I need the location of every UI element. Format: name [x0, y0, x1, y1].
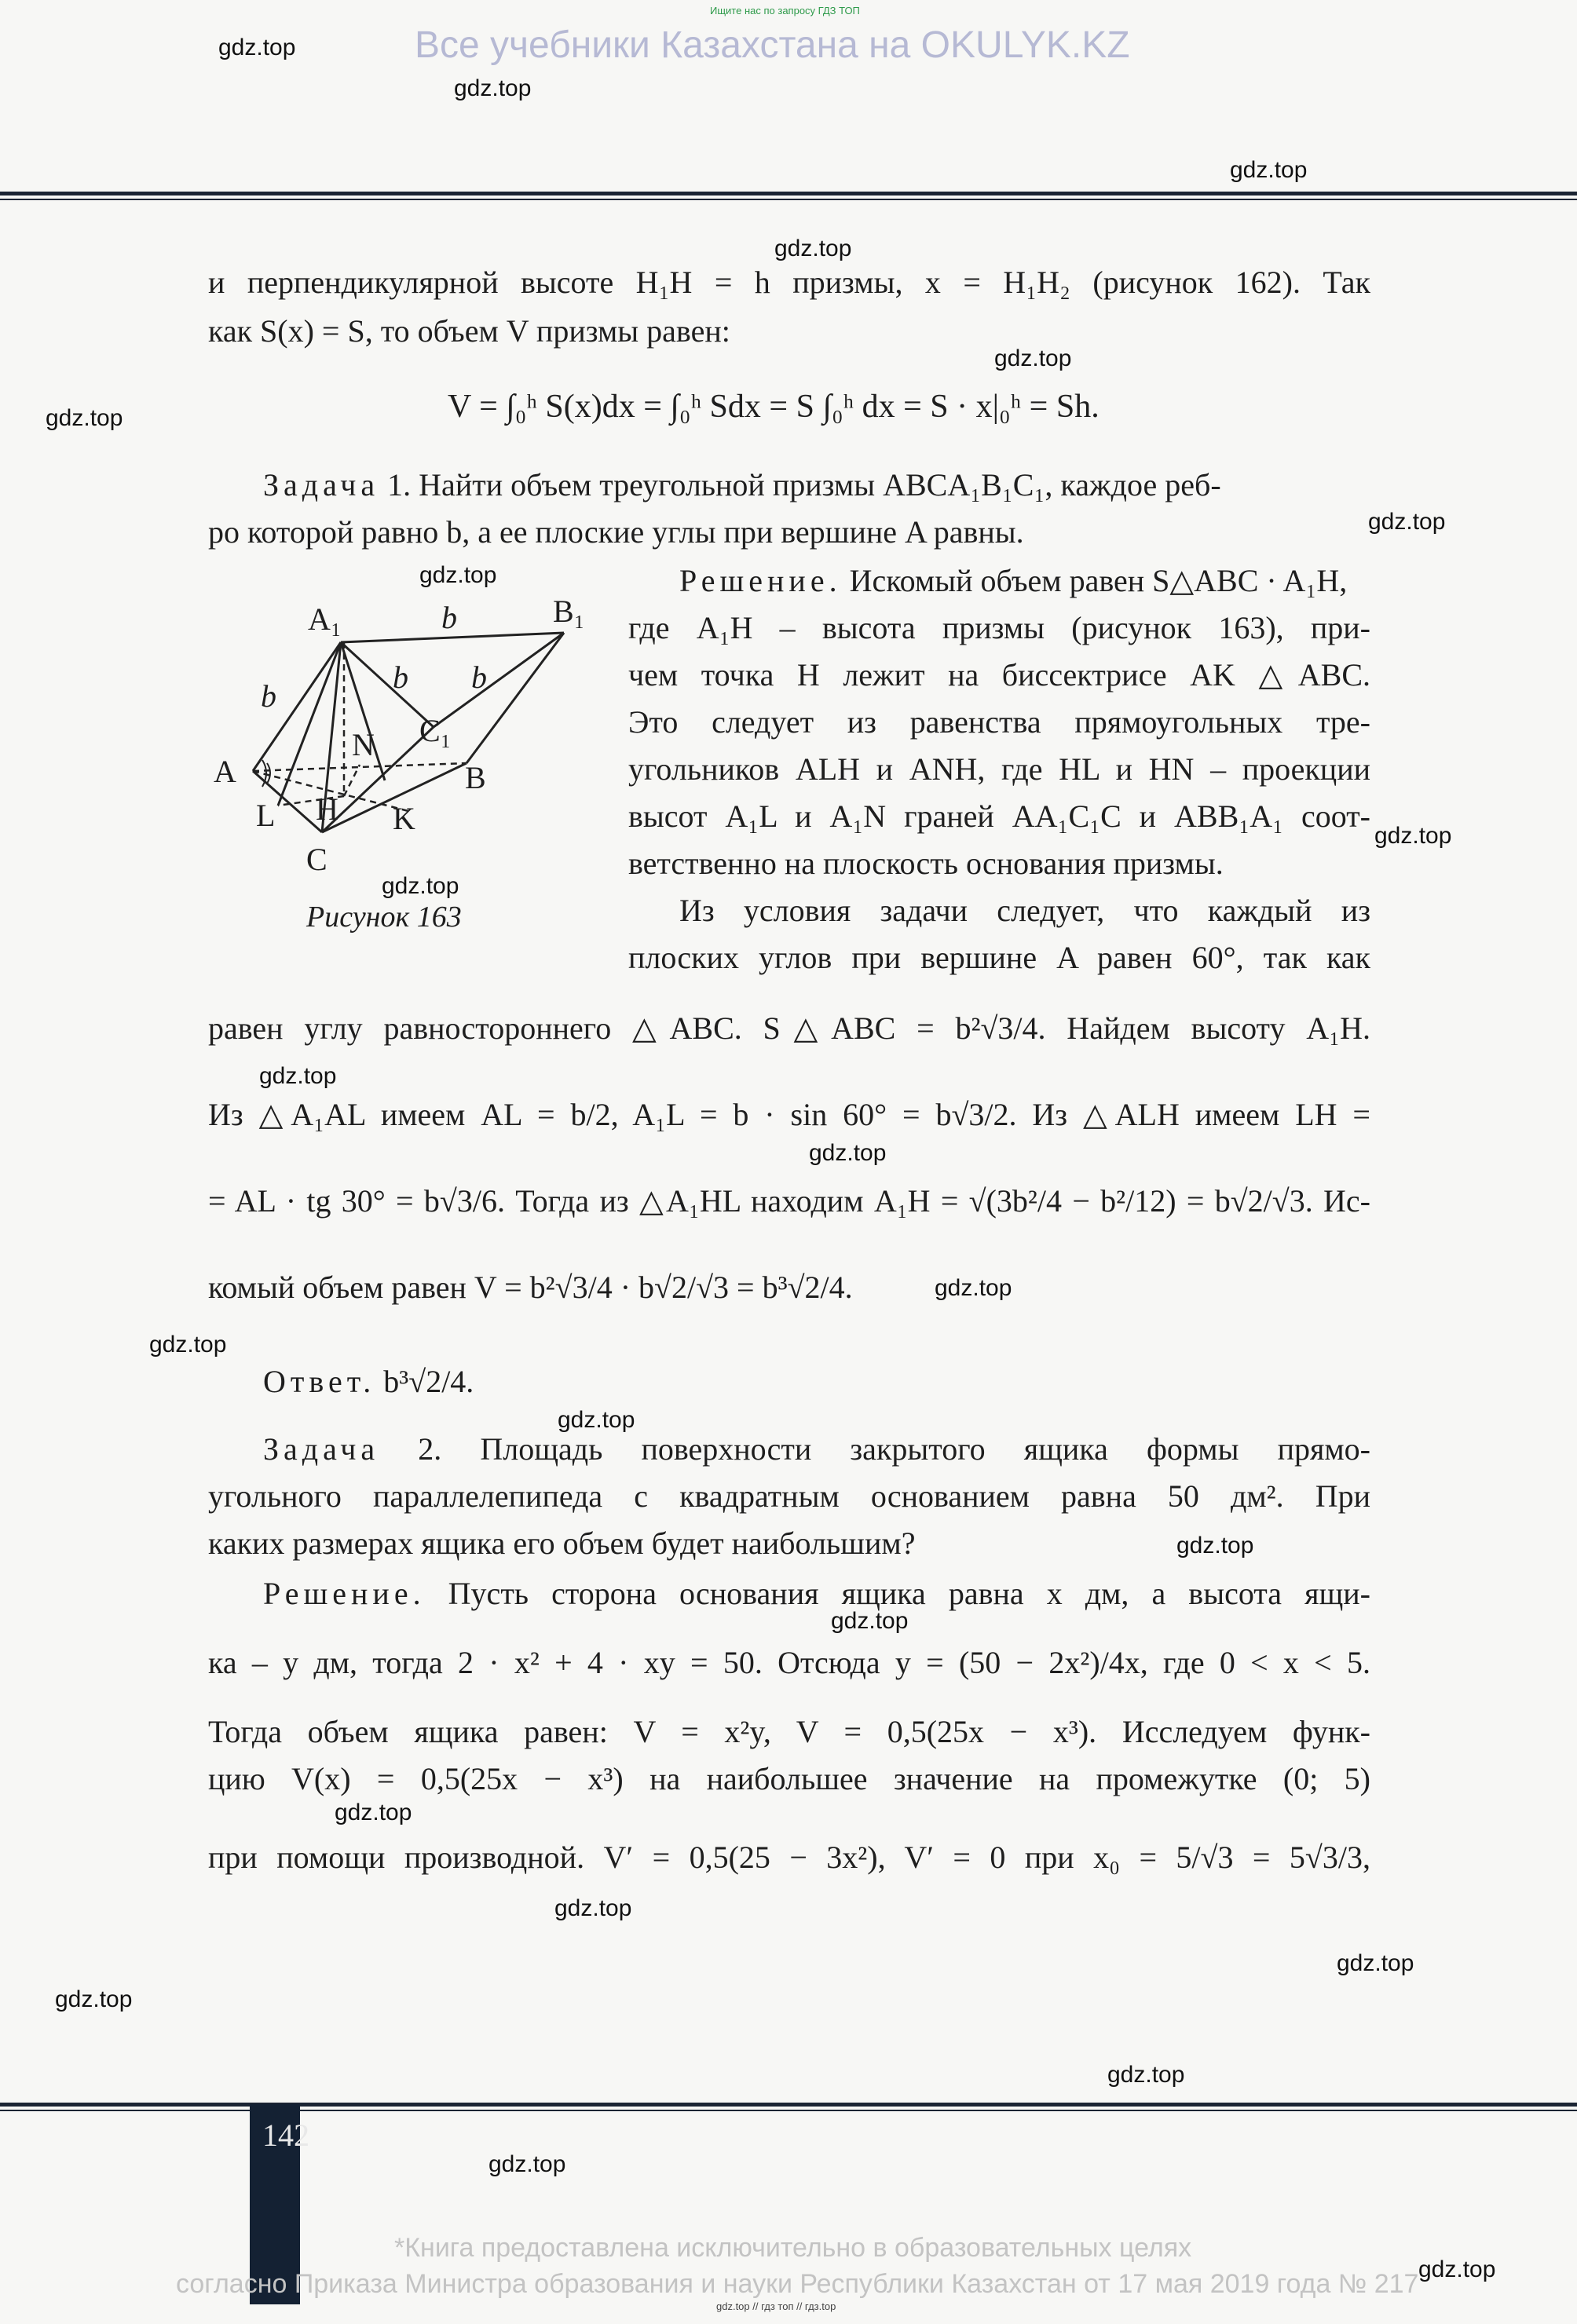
label-b: b — [393, 660, 408, 695]
sol1-line: = AL · tg 30° = b√3/6. Тогда из △A₁HL находим A₁H = √(3b²/4 − b²/12) = b√2/√3. Ис- — [208, 1183, 1370, 1219]
task1-label: Задача — [263, 467, 380, 502]
sol1-line: плоских углов при вершине A равен 60°, так как — [628, 940, 1370, 975]
body-line: как S(x) = S, то объем V призмы равен: — [208, 313, 730, 349]
sol1-line: чем точка H лежит на биссектрисе AK △ABC. — [628, 657, 1370, 692]
sol1-line: равен углу равностороннего △ABC. S△ABC = b²√3/4. Найдем высоту A₁H. — [208, 1010, 1370, 1046]
answer-line — [263, 1363, 1370, 1401]
footer-order: согласно Приказа Министра образования и науки Республики Казахстан от 17 мая 2019 года № 217 — [176, 2269, 1419, 2299]
task1-text: 1. Найти объем треугольной призмы ABCA₁B₁C₁, каждое реб- — [387, 467, 1221, 502]
label-c1: C₁ — [419, 713, 452, 748]
label-b: b — [441, 600, 457, 635]
sol1-text: Искомый объем равен S△ABC · A₁H, — [849, 563, 1348, 598]
figure-caption: Рисунок 163 — [306, 901, 462, 934]
task2-line: угольного параллелепипеда с квадратным основанием равна 50 дм². При — [208, 1478, 1370, 1514]
label-a1: A₁ — [308, 601, 342, 637]
sol1-line: ветственно на плоскость основания призмы. — [628, 846, 1224, 881]
task1-line — [263, 466, 1370, 504]
sol1-line — [679, 562, 1370, 600]
watermark: gdz.top — [809, 1140, 887, 1166]
integral-formula: V = ∫₀ʰ S(x)dx = ∫₀ʰ Sdx = S ∫₀ʰ dx = S · x|₀ʰ = Sh. — [448, 389, 1100, 425]
watermark: gdz.top — [382, 873, 459, 899]
search-hint: Ищите нас по запросу ГДЗ ТОП — [710, 5, 860, 16]
task2-line — [263, 1431, 1370, 1468]
label-c: C — [306, 842, 327, 877]
sol1-line: Из условия задачи следует, что каждый из — [679, 893, 1370, 928]
site-banner[interactable]: Все учебники Казахстана на OKULYK.KZ — [415, 24, 1130, 66]
task2-label: Задача — [263, 1431, 380, 1467]
watermark: gdz.top — [558, 1407, 635, 1433]
watermark: gdz.top — [1337, 1950, 1414, 1976]
footer-rule-thin — [0, 2110, 1577, 2111]
sol1-line: Это следует из равенства прямоугольных тре- — [628, 704, 1370, 740]
sol1-line: угольников ALH и ANH, где HL и HN – проекции — [628, 751, 1370, 787]
task1-line: ро которой равно b, а ее плоские углы при вершине A равны. — [208, 514, 1024, 550]
watermark: gdz.top — [935, 1275, 1012, 1301]
label-k: K — [393, 801, 415, 836]
sol1-line: высот A₁L и A₁N граней AA₁C₁C и ABB₁A₁ соот- — [628, 798, 1370, 834]
label-h: H — [316, 791, 338, 827]
header-rule-thin — [0, 199, 1577, 200]
sol1-line: Из △A₁AL имеем AL = b/2, A₁L = b · sin 60° = b√3/2. Из △ALH имеем LH = — [208, 1097, 1370, 1132]
sol1-line: где A₁H – высота призмы (рисунок 163), при- — [628, 610, 1370, 645]
body-line: и перпендикулярной высоте H₁H = h призмы, x = H₁H₂ (рисунок 162). Так — [208, 265, 1370, 300]
watermark: gdz.top — [1107, 2062, 1185, 2088]
answer-value: b³√2/4. — [383, 1364, 474, 1399]
watermark: gdz.top — [259, 1063, 337, 1089]
watermark: gdz.top — [218, 35, 296, 60]
task2-line: каких размерах ящика его объем будет наибольшим? — [208, 1526, 916, 1561]
sol2-text: Пусть сторона основания ящика равна x дм, а высота ящи- — [448, 1576, 1371, 1611]
watermark: gdz.top — [1368, 509, 1446, 535]
watermark: gdz.top — [831, 1608, 909, 1634]
sol1-label: Решение. — [679, 563, 842, 598]
watermark: gdz.top — [994, 345, 1072, 371]
footer-note: *Книга предоставлена исключительно в образовательных целях — [394, 2233, 1192, 2263]
sol2-line — [263, 1575, 1370, 1613]
prism-figure — [206, 581, 614, 895]
watermark: gdz.top — [488, 2151, 566, 2177]
watermark: gdz.top — [335, 1800, 412, 1825]
task2-text: 2. Площадь поверхности закрытого ящика формы прямо- — [418, 1431, 1371, 1467]
answer-label: Ответ. — [263, 1364, 376, 1399]
watermark: gdz.top — [454, 75, 532, 101]
label-l: L — [256, 798, 276, 833]
label-b: b — [261, 678, 276, 714]
label-n: N — [352, 727, 375, 762]
sol2-line: цию V(x) = 0,5(25x − x³) на наибольшее значение на промежутке (0; 5) — [208, 1761, 1370, 1796]
label-b-vertex: B — [465, 760, 486, 795]
sol2-line: при помощи производной. V′ = 0,5(25 − 3x²), V′ = 0 при x₀ = 5/√3 = 5√3/3, — [208, 1840, 1370, 1875]
label-b1: B₁ — [553, 594, 585, 629]
watermark: gdz.top — [774, 236, 852, 261]
watermark: gdz.top — [1418, 2256, 1496, 2282]
watermark: gdz.top — [1374, 823, 1452, 849]
watermark: gdz.top — [55, 1986, 133, 2012]
page-number: 142 — [262, 2118, 309, 2153]
footer-tiny-links: gdz.top // гдз топ // гдз.top — [716, 2300, 836, 2312]
sol2-line: Тогда объем ящика равен: V = x²y, V = 0,5(25x − x³). Исследуем функ- — [208, 1714, 1370, 1749]
watermark: gdz.top — [149, 1332, 227, 1357]
sol2-label: Решение. — [263, 1576, 426, 1611]
watermark: gdz.top — [419, 562, 497, 588]
label-a: A — [214, 754, 236, 789]
footer-rule — [0, 2103, 1577, 2107]
watermark: gdz.top — [46, 405, 123, 431]
sol1-line: комый объем равен V = b²√3/4 · b√2/√3 = b³√2/4. — [208, 1270, 853, 1305]
watermark: gdz.top — [1176, 1533, 1254, 1558]
sol2-line: ка – y дм, тогда 2 · x² + 4 · xy = 50. Отсюда y = (50 − 2x²)/4x, где 0 < x < 5. — [208, 1645, 1370, 1680]
header-rule — [0, 192, 1577, 195]
label-b: b — [471, 660, 487, 695]
watermark: gdz.top — [1230, 157, 1308, 183]
watermark: gdz.top — [554, 1895, 632, 1921]
